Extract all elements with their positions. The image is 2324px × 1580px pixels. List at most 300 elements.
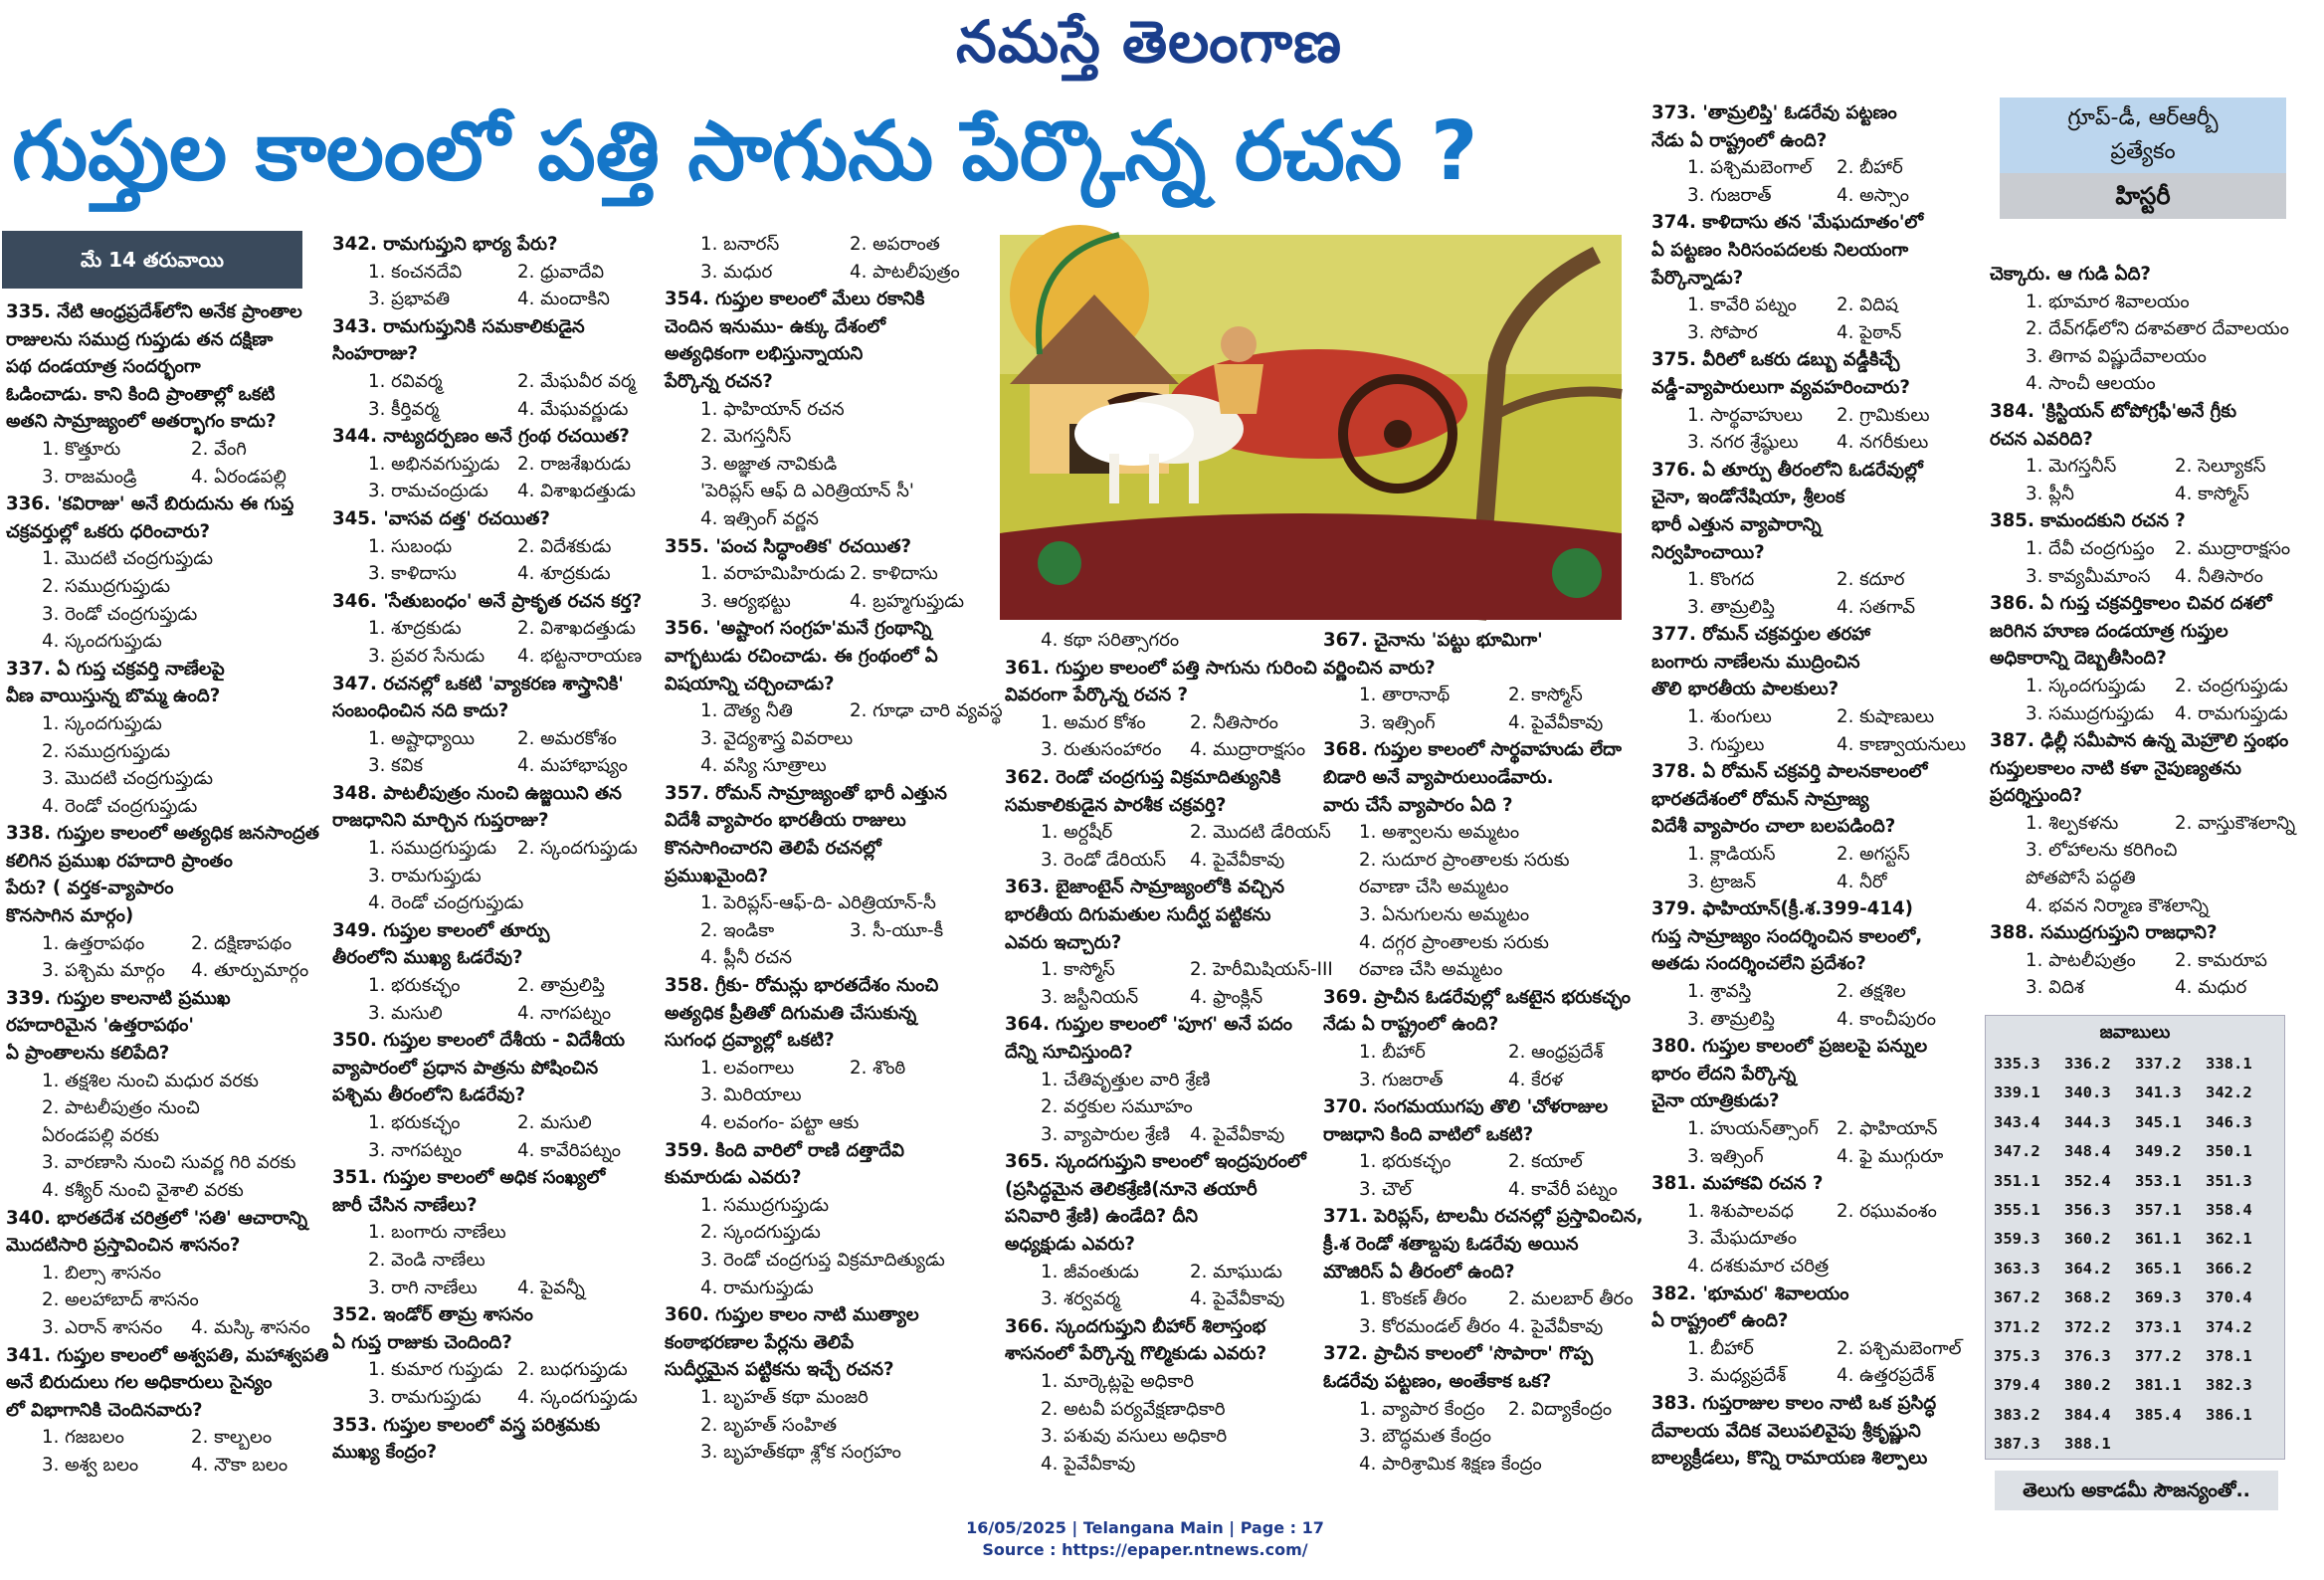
answer-options — [332, 1109, 651, 1137]
question-column-3 — [665, 231, 1003, 1467]
option-text: 1. బనారస్ — [700, 234, 780, 255]
question-text: పనివారి శ్రేణి) ఉండేది? దీని — [1005, 1206, 1199, 1228]
answer-options — [1323, 1067, 1642, 1094]
option-text: 1. దేవీ చంద్రగుప్తం — [2026, 537, 2155, 559]
option-text: 4. కాణ్వాయనులు — [1837, 733, 1967, 755]
option-text: 3. గుజరాత్ — [1359, 1069, 1444, 1090]
question-text: పేర్కొన్నాడు? — [1651, 267, 1744, 289]
question-text: ముఖ్య కేంద్రం? — [332, 1442, 438, 1464]
question-text: 386. ఏ గుప్త చక్రవర్తికాలం చివర దశలో — [1990, 593, 2272, 615]
answer-options — [1990, 481, 2288, 508]
option-text: 1. వరాహమిహిరుడు — [700, 563, 846, 585]
option-text: 2. స్కందగుప్తుడు — [700, 1222, 821, 1244]
answer-options — [1323, 874, 1642, 901]
question-text: బాల్యక్రీడలు, కొన్ని రామాయణ శిల్పాలు — [1651, 1448, 1928, 1470]
question-text: అతడు సందర్శించలేని ప్రదేశం? — [1651, 953, 1866, 975]
question-text: 358. గ్రీకు- రోమన్లు భారతదేశం నుంచి — [665, 975, 939, 997]
answer-options — [665, 944, 988, 972]
answer-options — [1323, 709, 1642, 737]
answer-cell — [2206, 1430, 2276, 1459]
option-text: 3. ఎరాన్ శాసనం — [42, 1316, 163, 1338]
question-text: 362. రెండో చంద్రగుప్త విక్రమాదిత్యునికి — [1005, 766, 1281, 788]
question-text: పథ దండయాత్ర సందర్భంగా — [6, 356, 201, 378]
answer-cell: 357.1 — [2135, 1201, 2182, 1220]
answer-cell: 381.1 — [2135, 1376, 2182, 1395]
question-text: 383. గుప్తరాజుల కాలం నాటి ఒక ప్రసిద్ధ — [1651, 1392, 1937, 1414]
answer-row — [1986, 1313, 2284, 1342]
option-text: 2. కాళిదాసు — [850, 563, 938, 585]
option-text: 1. తక్షశిల నుంచి మధుర వరకు — [42, 1070, 259, 1091]
question-text: 361. గుప్తుల కాలంలో పత్తి సాగును గురించి — [1005, 657, 1317, 679]
option-text: 1. కావేరి పట్నం — [1687, 295, 1797, 316]
answer-cell: 361.1 — [2135, 1230, 2182, 1249]
date-band: మే 14 తరువాయి — [2, 231, 302, 289]
answer-cell: 356.3 — [2064, 1201, 2111, 1220]
option-text: 3. లోహాలను కరిగించి — [2026, 840, 2178, 862]
answer-options — [6, 464, 304, 492]
answer-options — [1651, 978, 1975, 1006]
answer-options — [1005, 1121, 1318, 1149]
option-text: 2. వాస్తుకౌశలాన్ని — [2175, 812, 2296, 834]
option-text: 2. అటవీ పర్యవేక్షణాధికారి — [1041, 1398, 1226, 1420]
option-text: 4. మధుర — [2175, 977, 2247, 999]
option-text: 2. కుషాణులు — [1837, 706, 1935, 728]
question-text: 356. 'అష్టాంగ సంగ్రహ'మనే గ్రంథాన్ని — [665, 618, 932, 640]
question-text: ఏ గుప్త రాజుకు చెందింది? — [332, 1331, 512, 1353]
answer-options — [665, 259, 988, 287]
question-text: వడ్డీ-వ్యాపారులుగా వ్యవహరించారు? — [1651, 376, 1910, 398]
option-text: 1. శూద్రకుడు — [368, 618, 462, 640]
answer-options — [332, 286, 651, 313]
option-text: 2. వెండి నాణేలు — [368, 1249, 485, 1271]
option-text: 1. రవివర్మ — [368, 370, 443, 392]
answer-cell: 351.1 — [1994, 1171, 2040, 1190]
option-text: 4. పైవన్నీ — [517, 1277, 585, 1298]
question-text: వ్యాపారంలో ప్రధాన పాత్రను పోషించిన — [332, 1057, 599, 1079]
option-text: 2. గ్రామికులు — [1837, 404, 1930, 426]
question-text: 388. సముద్రగుప్తుని రాజధాని? — [1990, 922, 2218, 944]
answer-options — [1651, 1198, 1975, 1226]
option-text: 3. ప్రవర సేనుడు — [368, 645, 485, 667]
question-text: చైనా యాత్రికుడు? — [1651, 1090, 1780, 1112]
option-text: 4. ఇత్సింగ్ వర్ణన — [700, 507, 819, 529]
option-text: 3. చౌల్ — [1359, 1178, 1413, 1200]
answer-options — [6, 601, 304, 629]
option-text: 3. ఆర్యభట్టు — [700, 590, 791, 612]
option-text: 4. శూద్రకుడు — [517, 563, 611, 585]
question-text: తొలి భారతీయ పాలకులు? — [1651, 679, 1840, 700]
option-text: 1. చేతివృత్తుల వారి శ్రేణి — [1041, 1069, 1211, 1090]
option-text: 4. పాటలీపుత్రం — [850, 261, 960, 283]
answer-cell — [2135, 1430, 2206, 1459]
answer-options — [6, 545, 304, 573]
question-text: 385. కామందకుని రచన ? — [1990, 510, 2186, 532]
question-column-6 — [1651, 99, 1975, 1473]
option-text: 1. బిల్సా శాసనం — [42, 1262, 161, 1284]
question-text: 366. స్కందగుప్తుని బీహార్ శిలాస్తంభ — [1005, 1315, 1266, 1337]
question-text: భారతీయ దిగుమతుల సుదీర్ఘ పట్టికను — [1005, 903, 1271, 925]
answer-row — [1986, 1108, 2284, 1137]
option-text: 4. కేరళ — [1508, 1069, 1564, 1090]
question-text: 375. వీరిలో ఒకరు డబ్బు వడ్డీకిచ్చే — [1651, 349, 1900, 371]
answer-options — [6, 765, 304, 793]
answer-cell: 373.1 — [2135, 1317, 2182, 1336]
question-text: నేడు ఏ రాష్ట్రంలో ఉంది? — [1323, 1014, 1499, 1036]
option-text: 1. శుంగులు — [1687, 706, 1772, 728]
question-text: 371. పెరిప్లస్, టాలమీ రచనల్లో ప్రస్తావించిన, — [1323, 1206, 1644, 1228]
question-text: సంబంధించిన నది కాదు? — [332, 700, 509, 722]
answer-options — [1990, 315, 2288, 343]
answer-options — [6, 1314, 310, 1342]
question-text: శాసనంలో పేర్కొన్న గొల్మికుడు ఎవరు? — [1005, 1343, 1267, 1365]
answer-options — [1005, 819, 1331, 847]
option-text: 1. సార్థవాహులు — [1687, 404, 1803, 426]
question-text: ఓడించాడు. కాని కింది ప్రాంతాల్లో ఒకటి — [6, 383, 276, 405]
answer-options — [1005, 1396, 1318, 1424]
question-text: 381. మహాకవి రచన ? — [1651, 1173, 1824, 1195]
answer-options — [1651, 1253, 1975, 1281]
answer-cell: 340.3 — [2064, 1084, 2111, 1102]
option-text: 2. మొదటి డేరియస్ — [1190, 822, 1331, 844]
answer-options — [665, 889, 988, 917]
option-text: 4. పైవేవీకావు — [1508, 711, 1604, 733]
option-text: 1. లవంగాలు — [700, 1057, 795, 1079]
answer-options — [332, 1356, 651, 1384]
option-text: 4. పారిశ్రామిక శిక్షణ కేంద్రం — [1359, 1453, 1542, 1475]
option-text: 3. రామగుప్తుడు — [368, 865, 482, 887]
answer-options — [332, 725, 651, 753]
answer-options — [665, 396, 988, 424]
option-text: 4. రెండో చంద్రగుప్తుడు — [368, 892, 524, 914]
answer-options — [665, 588, 988, 616]
option-text: 3. గుజరాత్ — [1687, 184, 1772, 206]
option-text: 3. కీర్తివర్మ — [368, 398, 440, 420]
option-text: 4. కావేరిపట్నం — [517, 1139, 622, 1161]
option-text: 1. దౌత్య నీతి — [700, 700, 793, 722]
answer-options — [1651, 1115, 1975, 1143]
answer-options — [332, 835, 651, 863]
answer-cell: 372.2 — [2064, 1317, 2111, 1336]
option-text: 1. అశ్వాలను అమ్మటం — [1359, 822, 1520, 844]
answer-cell: 378.1 — [2206, 1347, 2252, 1366]
option-text: 2. ముద్రారాక్షసం — [2175, 537, 2291, 559]
answer-options — [332, 478, 651, 505]
option-text: 2. కామరూప — [2175, 949, 2267, 971]
question-text: అనే బిరుదులు గల అధికారులు సైన్యం — [6, 1372, 273, 1394]
option-text: 2. కాల్బలం — [191, 1427, 273, 1449]
option-text: 2. సుదూర ప్రాంతాలకు సరుకు — [1359, 849, 1570, 871]
answer-cell: 347.2 — [1994, 1142, 2040, 1161]
option-text: 4. అస్సాం — [1837, 184, 1909, 206]
option-text: 4. సతగావ్ — [1837, 596, 1916, 618]
option-text: 1. పశ్చిమబెంగాల్ — [1687, 157, 1813, 179]
option-text: 1. భరుకచ్ఛం — [368, 975, 461, 997]
option-text: 3. అజ్ఞాత నావికుడి — [700, 453, 838, 475]
option-text: 4. నీతిసారం — [2175, 565, 2263, 587]
page-headline: గుప్తుల కాలంలో పత్తి సాగును పేర్కొన్న రచన ? — [12, 104, 1478, 199]
answer-cell: 380.2 — [2064, 1376, 2111, 1395]
answer-options — [6, 628, 304, 656]
answer-cell: 348.4 — [2064, 1142, 2111, 1161]
answer-options — [1651, 429, 1975, 457]
question-text: విషయాన్ని చర్చించాడు? — [665, 673, 835, 694]
answer-options — [6, 436, 304, 464]
answer-options — [665, 697, 1003, 725]
answer-cell: 346.3 — [2206, 1112, 2252, 1131]
option-text: 1. కొత్తూరు — [42, 438, 121, 460]
answer-options — [665, 1439, 988, 1467]
option-text: 4. భవన నిర్మాణ కౌశలాన్ని — [2026, 894, 2210, 916]
question-text: 349. గుప్తుల కాలంలో తూర్పు — [332, 919, 550, 941]
question-text: 368. గుప్తుల కాలంలో సార్థవాహుడు లేదా — [1323, 739, 1622, 761]
answer-options — [1005, 1093, 1318, 1121]
option-text: 2. విదిష — [1837, 295, 1898, 316]
question-text: చెందిన ఇనుము- ఉక్కు దేశంలో — [665, 315, 885, 337]
option-text: 4. దగ్గర ప్రాంతాలకు సరుకు — [1359, 931, 1549, 953]
option-text: 4. ముద్రారాక్షసం — [1190, 739, 1306, 761]
question-text: ఎవరు ఇచ్చారు? — [1005, 931, 1122, 953]
option-text: 3. మిరియాలు — [700, 1085, 802, 1106]
answer-options — [6, 1068, 304, 1095]
option-text: 3. బృహత్‌కథా శ్లోక సంగ్రహం — [700, 1442, 901, 1464]
option-text: 3. నాగపట్నం — [368, 1139, 463, 1161]
answer-options — [332, 1275, 651, 1302]
answer-cell: 355.1 — [1994, 1201, 2040, 1220]
option-text: 4. స్కందగుప్తుడు — [517, 1386, 638, 1408]
option-text: 2. రఘువంశం — [1837, 1200, 1937, 1222]
option-text: 4. ఏరండపల్లి — [191, 466, 287, 488]
answer-options — [665, 1219, 988, 1247]
option-text: 3. మేఘదూతం — [1687, 1228, 1797, 1250]
side-header — [2000, 98, 2286, 219]
option-text: 2. విశాఖదత్తుడు — [517, 618, 636, 640]
option-text: 4. పైవేవీకావు — [1190, 1288, 1285, 1310]
option-text: 2. మలబార్ తీరం — [1508, 1288, 1634, 1310]
question-text: అధ్యక్షుడు ఎవరు? — [1005, 1234, 1135, 1256]
answer-options — [665, 917, 988, 945]
option-text: 2. మాఘుడు — [1190, 1261, 1282, 1283]
question-text: భారీ ఎత్తున వ్యాపారాన్ని — [1651, 513, 1822, 535]
option-text: 4. నగరీకులు — [1837, 432, 1929, 454]
answer-options — [6, 710, 304, 738]
option-text: 1. సముద్రగుప్తుడు — [700, 1194, 830, 1216]
question-text: 348. పాటలీపుత్రం నుంచి ఉజ్జయిని తన — [332, 782, 622, 804]
footer-source-link[interactable]: Source : https://epaper.ntnews.com/ — [982, 1540, 1308, 1559]
answer-options — [665, 1275, 988, 1302]
option-text: 2. మెగస్తనీస్ — [700, 426, 792, 448]
question-text: 342. రామగుప్తుని భార్య పేరు? — [332, 234, 558, 255]
option-text: 1. అష్టాధ్యాయి — [368, 727, 476, 749]
answer-options — [1990, 343, 2288, 371]
answer-options — [332, 615, 651, 643]
question-text: భారతదేశంలో రోమన్ సామ్రాజ్య — [1651, 788, 1869, 810]
answer-options — [1323, 929, 1642, 957]
option-text: 2. దేవ్‌గఢ్‌లోని దశావతార దేవాలయం — [2026, 318, 2289, 340]
option-text: 4. దశకుమార చరిత్ర — [1687, 1255, 1830, 1277]
option-text: 3. వ్యాపారుల శ్రేణి — [1041, 1123, 1171, 1145]
answer-options — [6, 1286, 304, 1314]
question-text: ఓడరేవు పట్టణం, అంతేకాక ఒక? — [1323, 1371, 1552, 1393]
question-text: రాజధానిని మార్చిన గుప్తరాజు? — [332, 810, 549, 832]
answer-options — [332, 368, 651, 396]
option-text: 2. కయాల్ — [1508, 1151, 1583, 1173]
option-text: 2. హెరీమిషియస్-III — [1190, 959, 1333, 981]
option-text: 3. ఏనుగులను అమ్మటం — [1359, 903, 1530, 925]
option-text: 2. చంద్రగుప్తుడు — [2175, 675, 2288, 696]
question-text: 359. కింది వారిలో రాణి దత్తాదేవి — [665, 1139, 904, 1161]
option-text: 2. కదూర — [1837, 569, 1905, 591]
answer-options — [1005, 1423, 1318, 1451]
question-text: 345. 'వాసవ దత్త' రచయిత? — [332, 507, 550, 529]
masthead-logo: నమస్తే తెలంగాణ — [956, 8, 1342, 76]
question-text: (ప్రసిద్ధమైన తెలికశ్రేణి(నూనె తయారీ — [1005, 1178, 1258, 1200]
answer-row — [1986, 1225, 2284, 1254]
option-text: 1. పెరిప్లస్-ఆఫ్-ది- ఎరిత్రియాన్-సీ — [700, 892, 936, 914]
option-text: 1. మొదటి చంద్రగుప్తుడు — [42, 548, 214, 570]
answer-options — [665, 451, 988, 479]
answer-options — [665, 231, 988, 259]
answer-cell: 370.4 — [2206, 1288, 2252, 1307]
option-text: 2. బృహత్ సంహిత — [700, 1414, 837, 1436]
question-text: 377. రోమన్ చక్రవర్తుల తరహా — [1651, 624, 1870, 646]
option-text: 1. స్కందగుప్తుడు — [42, 712, 162, 734]
option-text: 3. పశ్చిమ మార్గం — [42, 960, 165, 982]
option-text: 4. రామగుప్తుడు — [2175, 702, 2288, 724]
option-text: ఏరండపల్లి వరకు — [42, 1124, 159, 1146]
question-text: క్రీ.శ రెండో శతాబ్దపు ఓడరేవు అయిన — [1323, 1234, 1579, 1256]
answer-options — [1651, 1335, 1975, 1363]
answer-cell: 388.1 — [2064, 1435, 2111, 1454]
question-text: భారం లేదని పేర్కొన్న — [1651, 1063, 1797, 1085]
option-text: 3. సీ-యూ-కీ — [850, 919, 944, 941]
question-text: ఏ ప్రాంతాలను కలిపేది? — [6, 1043, 170, 1065]
question-text: 341. గుప్తుల కాలంలో అశ్వపతి, మహాశ్వపతి — [6, 1344, 329, 1366]
option-text: 4. ప్లీనీ రచన — [700, 947, 792, 969]
answer-cell: 368.2 — [2064, 1288, 2111, 1307]
answer-options — [1005, 709, 1318, 737]
answer-cell: 339.1 — [1994, 1084, 2040, 1102]
question-text: ప్రదర్శిస్తుంది? — [1990, 785, 2083, 807]
option-text: 2. గూఢా చారి వ్యవస్థ — [850, 700, 1003, 722]
answer-options — [665, 505, 988, 533]
question-text: అత్యధికంగా లభిస్తున్నాయని — [665, 343, 864, 365]
question-text: 387. ఢిల్లీ సమీపాన ఉన్న మెహ్రౌలి స్తంభం — [1990, 730, 2289, 752]
question-text: ఏ రాష్ట్రంలో ఉంది? — [1651, 1310, 1789, 1332]
option-text: 4. విశాఖదత్తుడు — [517, 481, 636, 502]
question-text: 339. గుప్తుల కాలనాటి ప్రముఖ — [6, 987, 231, 1009]
option-text: 4. పైవేవీకావు — [1041, 1453, 1136, 1475]
answer-options — [1651, 402, 1975, 430]
answer-options — [665, 752, 988, 780]
answer-options — [1005, 1259, 1318, 1286]
option-text: 3. కాళిదాసు — [368, 563, 457, 585]
credit-line: తెలుగు అకాడమీ సౌజన్యంతో.. — [1995, 1471, 2278, 1510]
option-text: 3. వైద్యశాస్త్ర వివరాలు — [700, 727, 854, 749]
option-text: 3. ప్లీనీ — [2026, 483, 2074, 504]
option-text: 'పెరిప్లస్ ఆఫ్ ది ఎరిత్రియాన్ సీ' — [700, 481, 914, 502]
option-text: 1. కంచనదేవి — [368, 261, 463, 283]
question-text: 370. సంగమయుగపు తొలి 'చోళరాజుల — [1323, 1096, 1609, 1118]
option-text: 3. ఇత్సింగ్ — [1359, 711, 1436, 733]
option-text: 3. సముద్రగుప్తుడు — [2026, 702, 2155, 724]
question-column-4 — [1005, 627, 1333, 1478]
question-text: రాజధాని కింది వాటిలో ఒకటి? — [1323, 1123, 1534, 1145]
answer-options — [1323, 1148, 1642, 1176]
question-text: వారు చేసే వ్యాపారం ఏది ? — [1323, 794, 1513, 816]
option-text: 4. ఉత్తరప్రదేశ్ — [1837, 1365, 1935, 1387]
answer-options — [1651, 594, 1975, 622]
question-text: 352. ఇండోర్ తామ్ర శాసనం — [332, 1304, 533, 1326]
question-text: వివరంగా పేర్కొన్న రచన ? — [1005, 685, 1189, 706]
answer-row — [1986, 1371, 2284, 1400]
bullock-cart-illustration — [1000, 235, 1622, 620]
option-text: 4. తూర్పుమార్గం — [191, 960, 309, 982]
question-text: గుప్తులకాలం నాటి కళా నైపుణ్యతను — [1990, 757, 2241, 779]
option-text: 4. నౌకా బలం — [191, 1454, 289, 1476]
option-text: 4. వస్యి సూత్రాలు — [700, 755, 827, 777]
option-text: 4. పైవేవీకావు — [1190, 849, 1285, 871]
question-text: విదేశీ వ్యాపారం చాలా బలపడింది? — [1651, 816, 1896, 838]
question-text: సింహరాజు? — [332, 343, 418, 365]
option-text: 3. మధుర — [700, 261, 773, 283]
option-text: 4. భట్టనారాయణ — [517, 645, 643, 667]
question-text: 357. రోమన్ సామ్రాజ్యంతో భారీ ఎత్తున — [665, 782, 947, 804]
option-text: 2. రాజశేఖరుడు — [517, 453, 632, 475]
answer-options — [1990, 370, 2288, 398]
option-text: 2. విదేశకుడు — [517, 535, 612, 557]
option-text: 2. విద్యాకేంద్రం — [1508, 1398, 1613, 1420]
option-text: 2. వేంగి — [191, 438, 247, 460]
question-text: రచన ఎవరిది? — [1990, 428, 2093, 450]
answer-row — [1986, 1255, 2284, 1284]
answer-options — [1990, 563, 2288, 591]
option-text: 3. రామగుప్తుడు — [368, 1386, 482, 1408]
answer-options — [332, 533, 651, 561]
answer-options — [1651, 731, 1975, 759]
answer-cell: 362.1 — [2206, 1230, 2252, 1249]
question-text: పేర్కొన్న రచన? — [665, 370, 773, 392]
option-text: పోతపోసే పద్ధతి — [2026, 868, 2136, 889]
option-text: 2. ధ్రువాదేవి — [517, 261, 605, 283]
option-text: 1. కొంకణ్ తీరం — [1359, 1288, 1467, 1310]
answer-cell: 366.2 — [2206, 1259, 2252, 1278]
answer-options — [6, 957, 309, 985]
option-text: 4. మందాకిని — [517, 289, 610, 310]
question-column-7 — [1990, 261, 2296, 1002]
question-text: 347. రచనల్లో ఒకటి 'వ్యాకరణ శాస్త్రానికి' — [332, 673, 624, 694]
answer-options — [665, 1192, 988, 1220]
answer-options — [332, 560, 651, 588]
question-text: కుమారుడు ఎవరు? — [665, 1167, 802, 1189]
question-text: జారీ చేసిన నాణేలు? — [332, 1194, 478, 1216]
answer-cell: 360.2 — [2064, 1230, 2111, 1249]
question-text: చెక్కారు. ఆ గుడి ఏది? — [1990, 264, 2151, 285]
answer-options — [665, 1412, 988, 1440]
question-text: 382. 'భూమర' శివాలయం — [1651, 1283, 1849, 1304]
answer-row — [1986, 1196, 2284, 1225]
answer-options — [1651, 1006, 1975, 1034]
option-text: 4. మస్కి శాసనం — [191, 1316, 310, 1338]
question-text: 367. చైనాను 'పట్టు భూమిగా' — [1323, 630, 1543, 651]
answer-options — [332, 972, 651, 1000]
answer-options — [6, 573, 304, 601]
option-text: 2. బుధగుప్తుడు — [517, 1359, 628, 1381]
answer-cell: 345.1 — [2135, 1112, 2182, 1131]
answer-key-title: జవాబులు — [2099, 1022, 2171, 1043]
answer-options — [6, 1260, 304, 1287]
answer-options — [1651, 869, 1975, 896]
option-text: 1. శ్రావస్తి — [1687, 981, 1752, 1002]
